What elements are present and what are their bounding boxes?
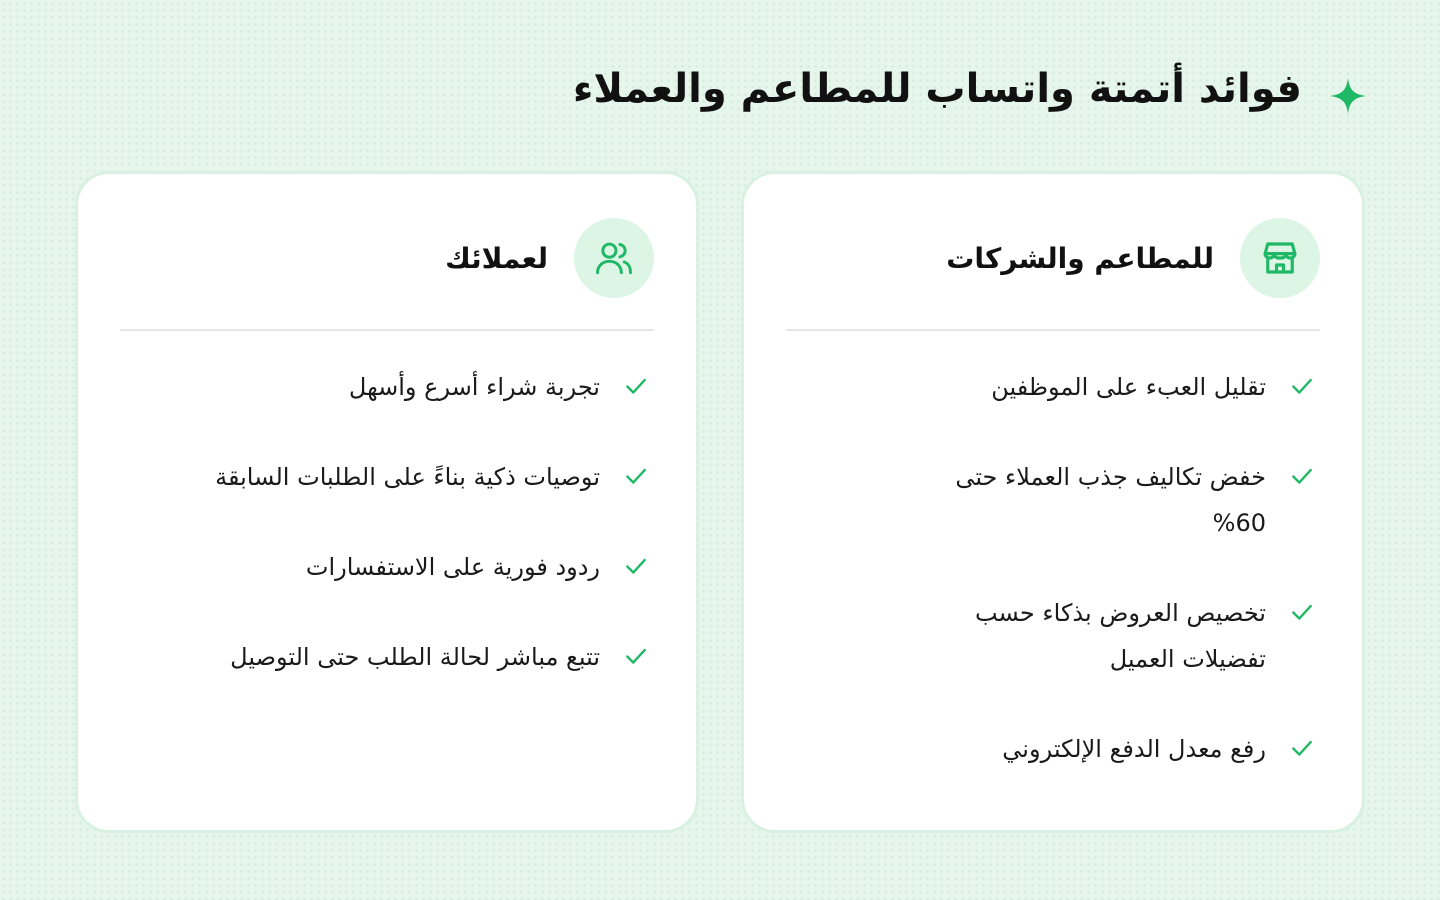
list-item [774,590,1320,682]
check-icon [618,634,654,678]
store-icon [1240,218,1320,298]
card-title: لعملائك [445,241,548,275]
benefit-text: تتبع مباشر لحالة الطلب حتى التوصيل [230,643,600,671]
benefits-list [108,364,654,724]
benefit-text: تجربة شراء أسرع وأسهل [348,373,600,401]
card-header [786,218,1320,298]
divider [786,329,1320,331]
check-icon [1284,364,1320,408]
list-item [108,544,654,590]
business-benefits-card [741,171,1365,833]
benefit-text: تقليل العبء على الموظفين [991,373,1266,401]
benefit-text: توصيات ذكية بناءً على الطلبات السابقة [215,463,600,491]
divider [120,329,654,331]
list-item [774,364,1320,410]
benefit-text: رفع معدل الدفع الإلكتروني [1002,735,1266,763]
benefit-text: ردود فورية على الاستفسارات [305,553,600,581]
card-header [120,218,654,298]
check-icon [1284,454,1320,498]
check-icon [618,364,654,408]
check-icon [618,544,654,588]
list-item [108,454,654,500]
benefits-list [774,364,1320,816]
sparkle-icon [1326,74,1370,118]
users-icon [574,218,654,298]
list-item [774,454,1320,546]
check-icon [618,454,654,498]
page-title: فوائد أتمتة واتساب للمطاعم والعملاء [572,66,1302,112]
customer-benefits-card [75,171,699,833]
benefit-text: تخصيص العروض بذكاء حسب تفضيلات العميل [974,599,1266,673]
list-item [108,364,654,410]
check-icon [1284,726,1320,770]
check-icon [1284,590,1320,634]
page-header [573,60,1370,118]
card-title: للمطاعم والشركات [946,241,1214,275]
list-item [108,634,654,680]
benefit-text: خفض تكاليف جذب العملاء حتى 60% [955,463,1266,537]
list-item [774,726,1320,772]
